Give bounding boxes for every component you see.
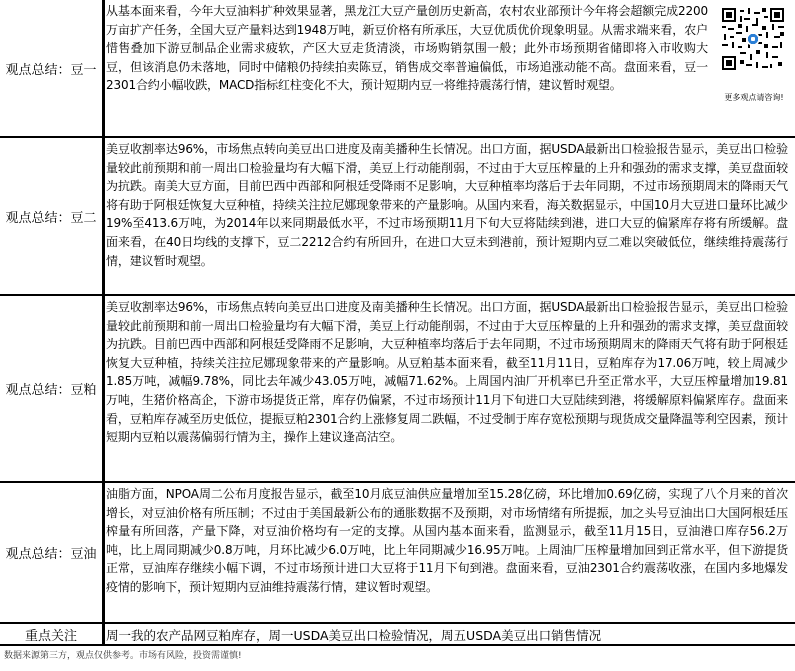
row-soybean-1 <box>0 0 795 137</box>
row-label: 观点总结：豆一 <box>5 63 97 78</box>
column-divider <box>102 624 105 644</box>
column-divider <box>102 296 105 481</box>
row-soybean-2 <box>0 138 795 294</box>
focus-text: 周一我的农产品网豆粕库存，周一USDA美豆出口检验情况，周五USDA美豆出口销售情况 <box>106 628 602 643</box>
qr-code <box>722 8 784 70</box>
row-label: 观点总结：豆粕 <box>5 383 97 398</box>
focus-label: 重点关注 <box>24 628 77 644</box>
row-text: 美豆收割率达96%，市场焦点转向美豆出口进度及南美播种生长情况。出口方面，据USDA最新出口检验报告显示，美豆出口检验量较此前预期和前一周出口检验量均有大幅下滑，美豆上行动能削弱，不过由于大豆压榨量的上升和强劲的需求支撑，美豆盘面较为抗跌。目前巴西中西部和阿根廷受降雨不足影响，大豆种植率均落后于去年同期，不过市场预期周末的降雨天气将有助于阿根廷恢复大豆种植，持续关注拉尼娜现象带来的产量影响。从豆粕基本面来看，截至11月11日，豆粕库存为17.06万吨，较上周减少1.85万吨，减幅9.78%，同比去年减少43.05万吨，减幅71.62%。上周国内油厂开机率已升至正常水平，大豆压榨量增加19.81万吨，生猪价格高企，下游市场提货正常，库存仍偏紧，不过市场预计11月下旬进口大豆陆续到港，将缓解原料偏紧库存。盘面来看，豆粕库存减至历史低位，提振豆粕2301合约上涨修复周二跌幅，不过受制于库存宽松预期与现货成交量降温等利空因素，预计短期内豆粕以震荡偏弱行情为主，操作上建议逢高沽空。 <box>106 300 788 445</box>
row-text: 从基本面来看，今年大豆油料扩种效果显著，黑龙江大豆产量创历史新高，农村农业部预计今年将会超额完成2200万亩扩产任务，全国大豆产量料达到1948万吨，新豆价格有所承压，大豆优质优价现象明显。从需求端来看，农户惜售叠加下游豆制品企业需求疲软，产区大豆走货清淡，市场购销氛围一般；此外市场预期省储即将入市收购大豆，但该消息仍未落地，同时中储粮仍持续拍卖陈豆，销售成交率普遍偏低，市场追涨动能不高。盘面来看，豆一2301合约小幅收跌，MACD指标红柱变化不大，预计短期内豆一将维持震荡行情，建议暂时观望。 <box>106 4 708 93</box>
row-text: 美豆收割率达96%，市场焦点转向美豆出口进度及南美播种生长情况。出口方面，据USDA最新出口检验报告显示，美豆出口检验量较此前预期和前一周出口检验量均有大幅下滑，美豆上行动能削弱，不过由于大豆压榨量的上升和强劲的需求支撑，美豆盘面较为抗跌。南美大豆方面，目前巴西中西部和阿根廷受降雨不足影响，大豆种植率均落后于去年同期，不过市场预期周末的降雨天气将有助于阿根廷恢复大豆种植，持续关注拉尼娜现象带来的产量影响。从国内来看，海关数据显示，中国10月大豆进口量环比减少19%至413.6万吨，为2014年以来同期最低水平，不过市场预期11月下旬大豆将陆续到港，进口大豆的偏紧库存将有所缓解。盘面来看，在40日均线的支撑下，豆二2212合约有所回升，在进口大豆未到港前，预计短期内豆二难以突破低位，继续维持震荡行情，建议暂时观望。 <box>106 142 788 268</box>
row-text: 油脂方面，NPOA周二公布月度报告显示，截至10月底豆油供应量增加至15.28亿磅，环比增加0.69亿磅，实现了八个月来的首次增长，对豆油价格有所压制；不过由于美国最新公布的通胀数据不及预期，对市场情绪有所提振，加之头号豆油出口大国阿根廷压榨量有所回落，产量下降，对豆油价格均有一定的支撑。从国内基本面来看，监测显示，截至11月15日，豆油港口库存56.2万吨，比上周同期减少0.8万吨，月环比减少6.0万吨，比上年同期减少16.95万吨。上周油厂压榨量增加回到正常水平，但下游提货正常，豆油库存继续小幅下调，不过市场预计进口大豆将于11月下旬到港。盘面来看，豆油2301合约震荡收涨，在国内多地爆发疫情的影响下，预计短期内豆油维持震荡行情，建议暂时观望。 <box>106 487 788 594</box>
row-divider <box>0 644 795 646</box>
qr-caption: 更多观点请咨询! <box>724 93 784 102</box>
column-divider <box>102 0 105 137</box>
disclaimer-footer: 数据来源第三方，观点仅供参考。市场有风险，投资需谨慎! <box>4 651 242 661</box>
column-divider <box>102 138 105 294</box>
row-label: 观点总结：豆油 <box>5 547 97 562</box>
row-label: 观点总结：豆二 <box>5 210 97 226</box>
row-soybean-meal <box>0 296 795 481</box>
column-divider <box>102 483 105 622</box>
row-soybean-oil <box>0 483 795 622</box>
